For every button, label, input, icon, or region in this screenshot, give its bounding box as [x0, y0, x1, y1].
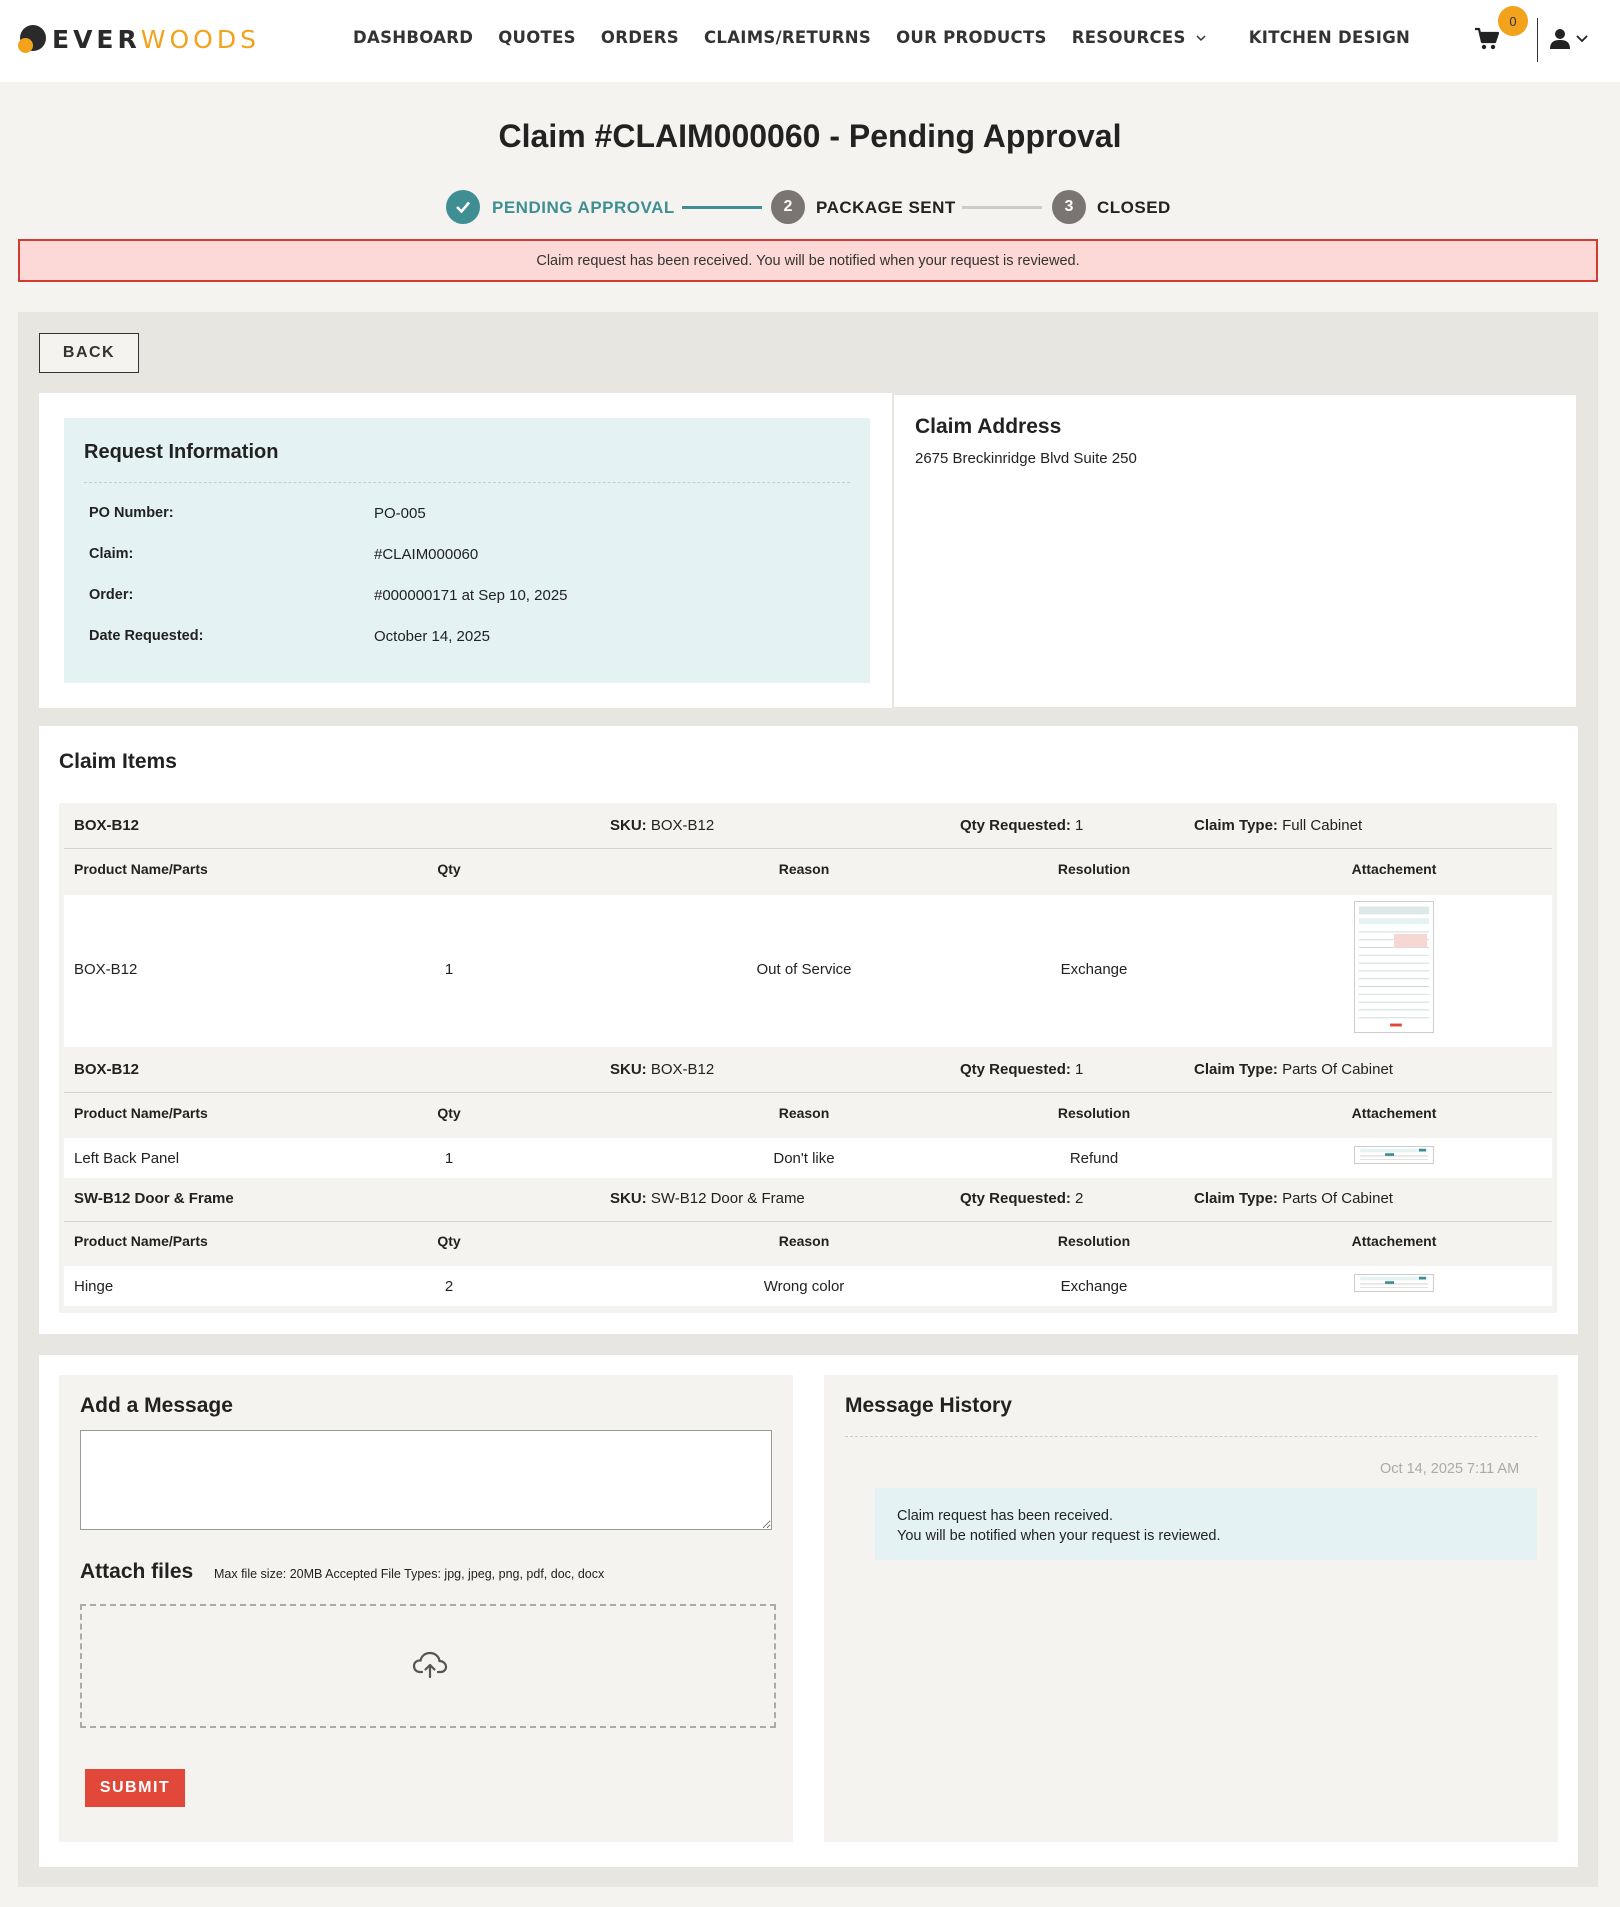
main-nav [353, 28, 1435, 47]
col-header-reason: Reason [778, 1233, 830, 1249]
top-header [0, 0, 1620, 82]
attachment-thumbnail[interactable] [1354, 1274, 1434, 1292]
nav-resources[interactable]: RESOURCES [1072, 28, 1208, 47]
attachment-thumbnail[interactable] [1354, 1146, 1434, 1164]
col-header-qty: Qty [437, 861, 461, 877]
logo-text: EVERWOODS [52, 24, 260, 54]
col-header-resolution: Resolution [1057, 861, 1131, 877]
history-message-line: Claim request has been received. [897, 1508, 1114, 1524]
attach-files-title: Attach files [80, 1560, 194, 1583]
chevron-down-icon[interactable] [1574, 31, 1590, 47]
claim-stepper [0, 190, 1620, 226]
group-qty-requested: Qty Requested: 1 [960, 1061, 1084, 1078]
request-value: PO-005 [374, 505, 426, 522]
claim-group-header [64, 1047, 1552, 1093]
group-claim-type: Claim Type: Parts Of Cabinet [1194, 1061, 1393, 1078]
claim-items-title: Claim Items [59, 750, 177, 773]
col-header-name: Product Name/Parts [74, 1105, 208, 1121]
item-resolution: Refund [1069, 1150, 1119, 1167]
item-reason: Don't like [773, 1150, 835, 1167]
item-name: Left Back Panel [74, 1150, 180, 1167]
history-message-line: You will be notified when your request is reviewed. [897, 1528, 1221, 1544]
add-message-box [59, 1375, 793, 1842]
logo-mark-icon [18, 25, 46, 53]
request-label: Order: [89, 587, 134, 603]
history-message [875, 1488, 1537, 1560]
col-header-attachment: Attachement [1351, 1233, 1437, 1249]
group-sku: SKU: BOX-B12 [610, 817, 715, 834]
item-qty: 2 [444, 1278, 454, 1295]
message-history-title: Message History [845, 1394, 1012, 1417]
col-header-name: Product Name/Parts [74, 861, 208, 877]
col-header-attachment: Attachement [1351, 1105, 1437, 1121]
request-info-box [64, 418, 870, 683]
request-value: #000000171 at Sep 10, 2025 [374, 587, 568, 604]
step-label-package-sent: PACKAGE SENT [816, 198, 956, 217]
request-label: PO Number: [89, 505, 174, 521]
step-connector [682, 206, 762, 209]
request-info-card [39, 393, 892, 708]
claim-items-table [59, 803, 1557, 1313]
item-name: BOX-B12 [74, 961, 138, 978]
item-resolution: Exchange [1060, 1278, 1128, 1295]
col-header-qty: Qty [437, 1105, 461, 1121]
dashed-divider [84, 482, 850, 483]
nav-kitchen-design[interactable]: KITCHEN DESIGN [1248, 28, 1411, 47]
group-sku: SKU: BOX-B12 [610, 1061, 715, 1078]
chevron-down-icon [1194, 31, 1208, 45]
request-label: Claim: [89, 546, 134, 562]
col-header-reason: Reason [778, 861, 830, 877]
claim-address-title: Claim Address [915, 415, 1062, 438]
item-reason: Out of Service [756, 961, 852, 978]
status-alert: Claim request has been received. You will be notified when your request is reviewed. [18, 239, 1598, 282]
item-name: Hinge [74, 1278, 114, 1295]
step-label-pending-approval: PENDING APPROVAL [492, 198, 675, 217]
col-header-resolution: Resolution [1057, 1233, 1131, 1249]
item-qty: 1 [444, 961, 454, 978]
request-value: #CLAIM000060 [374, 546, 479, 563]
user-icon[interactable] [1549, 28, 1571, 50]
step-complete-circle [446, 190, 480, 224]
add-message-title: Add a Message [80, 1394, 233, 1417]
message-timestamp: Oct 14, 2025 7:11 AM [1380, 1461, 1520, 1477]
claim-address-line: 2675 Breckinridge Blvd Suite 250 [915, 450, 1137, 467]
dashed-divider [845, 1436, 1537, 1437]
col-header-resolution: Resolution [1057, 1105, 1131, 1121]
request-info-title: Request Information [84, 441, 279, 463]
cloud-upload-icon [412, 1650, 448, 1680]
group-qty-requested: Qty Requested: 2 [960, 1190, 1084, 1207]
everwoods-logo[interactable] [18, 24, 260, 54]
attach-files-hint: Max file size: 20MB Accepted File Types: jpg, jpeg, png, pdf, doc, docx [214, 1567, 605, 1581]
nav-claims-returns[interactable]: CLAIMS/RETURNS [703, 28, 872, 47]
nav-dashboard[interactable]: DASHBOARD [353, 28, 474, 47]
group-name: SW-B12 Door & Frame [74, 1190, 234, 1207]
col-header-reason: Reason [778, 1105, 830, 1121]
header-divider [1537, 18, 1538, 62]
submit-button[interactable]: SUBMIT [85, 1769, 185, 1807]
claim-items-card [39, 726, 1578, 1334]
attachment-thumbnail[interactable] [1354, 901, 1434, 1033]
claim-detail-container [18, 312, 1598, 1887]
claim-address-card [894, 395, 1576, 707]
group-name: BOX-B12 [74, 1061, 140, 1078]
col-header-name: Product Name/Parts [74, 1233, 208, 1249]
claim-item-row [64, 1266, 1552, 1306]
item-qty: 1 [444, 1150, 454, 1167]
nav-orders[interactable]: ORDERS [600, 28, 679, 47]
item-resolution: Exchange [1060, 961, 1128, 978]
group-qty-requested: Qty Requested: 1 [960, 817, 1084, 834]
request-label: Date Requested: [89, 628, 204, 644]
claim-group-header [64, 1176, 1552, 1222]
claim-item-row [64, 895, 1552, 1047]
group-claim-type: Claim Type: Full Cabinet [1194, 817, 1363, 834]
page-title: Claim #CLAIM000060 - Pending Approval [498, 118, 1122, 154]
file-dropzone[interactable] [80, 1604, 776, 1728]
request-value: October 14, 2025 [374, 628, 490, 645]
nav-quotes[interactable]: QUOTES [498, 28, 576, 47]
message-card [39, 1355, 1578, 1867]
claim-group-header [64, 803, 1552, 849]
step-label-closed: CLOSED [1097, 198, 1171, 217]
message-history-box [824, 1375, 1558, 1842]
col-header-qty: Qty [437, 1233, 461, 1249]
group-claim-type: Claim Type: Parts Of Cabinet [1194, 1190, 1393, 1207]
cart-icon[interactable] [1474, 26, 1500, 52]
claim-item-row [64, 1138, 1552, 1178]
col-header-attachment: Attachement [1351, 861, 1437, 877]
step-3-circle: 3 [1052, 190, 1086, 224]
item-reason: Wrong color [763, 1278, 845, 1295]
step-connector [962, 206, 1042, 209]
nav-our-products[interactable]: OUR PRODUCTS [896, 28, 1047, 47]
claim-column-headers [64, 849, 1552, 889]
group-sku: SKU: SW-B12 Door & Frame [610, 1190, 805, 1207]
message-textarea[interactable] [80, 1430, 772, 1530]
claim-column-headers [64, 1093, 1552, 1133]
back-button[interactable]: BACK [39, 333, 139, 373]
check-icon [454, 198, 472, 216]
step-2-circle: 2 [771, 190, 805, 224]
cart-count-badge: 0 [1498, 6, 1528, 36]
claim-column-headers [64, 1221, 1552, 1261]
group-name: BOX-B12 [74, 817, 140, 834]
